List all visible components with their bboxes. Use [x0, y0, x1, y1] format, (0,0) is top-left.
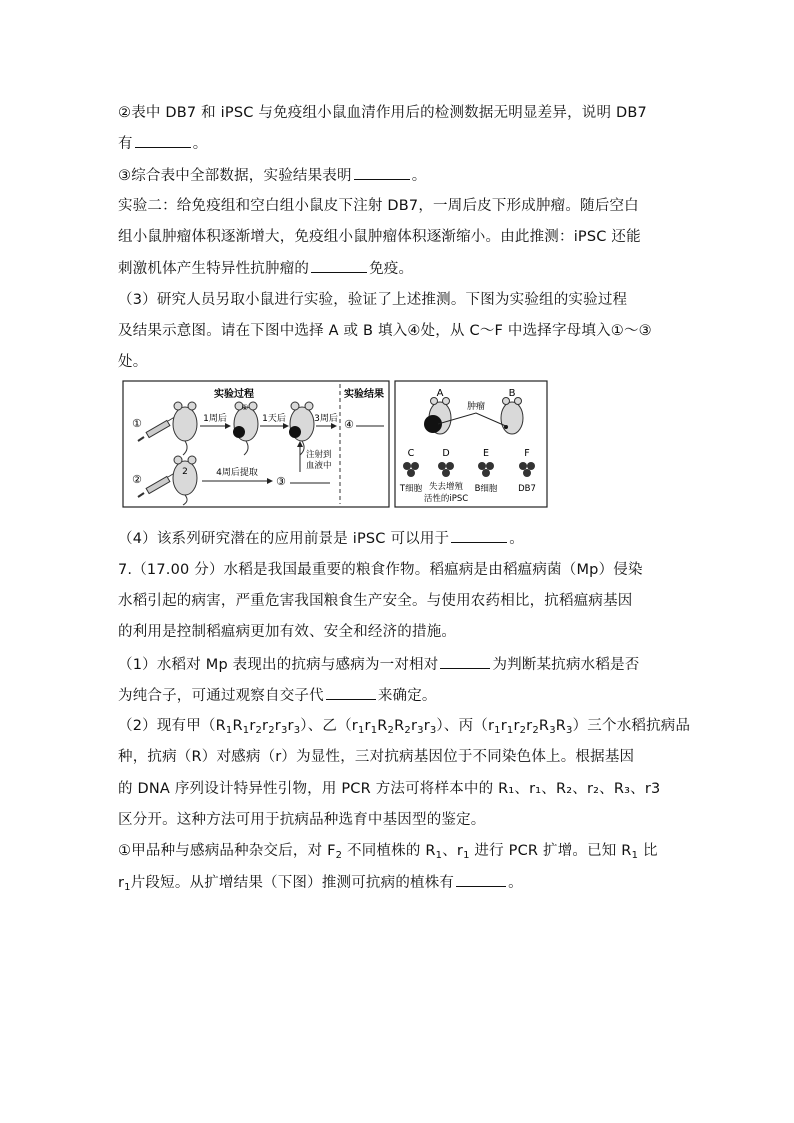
week4-label: 4周后提取	[216, 468, 258, 478]
mouse-icon-B	[501, 398, 523, 435]
option-C-label: T细胞	[399, 484, 423, 494]
process-title: 实验过程	[214, 389, 254, 400]
answer-blank[interactable]	[354, 165, 410, 180]
answer-blank[interactable]	[135, 133, 191, 148]
q6-item2-line2: 有 。	[118, 133, 207, 154]
option-E-label: B细胞	[474, 484, 498, 494]
option-F-label: DB7	[518, 484, 536, 494]
option-D-label-1: 失去增殖	[428, 482, 464, 492]
q6-item2-line1: ②表中 DB7 和 iPSC 与免疫组小鼠血清作用后的检测数据无明显差异，说明 DB7	[118, 105, 647, 121]
inject-label-1: 注射到	[306, 450, 332, 460]
option-C-letter: C	[407, 448, 415, 459]
answer-blank[interactable]	[440, 654, 490, 669]
option-F-letter: F	[524, 448, 530, 459]
mouse-row1-number: ①	[241, 403, 249, 412]
experiment2-line2: 组小鼠肿瘤体积逐渐增大，免疫组小鼠肿瘤体积逐渐缩小。由此推测：iPSC 还能	[118, 229, 641, 245]
q7-intro-line2: 水稻引起的病害，严重危害我国粮食生产安全。与使用农药相比，抗稻瘟病基因	[118, 593, 633, 609]
q6-part3-line2: 及结果示意图。请在下图中选择 A 或 B 填入④处，从 C～F 中选择字母填入①～③	[118, 323, 652, 339]
q7-part2-line2: 种，抗病（R）对感病（r）为显性，三对抗病基因位于不同染色体上。根据基因	[118, 749, 635, 765]
option-D-label-2: 活性的iPSC	[423, 494, 469, 504]
week1-label: 1周后	[203, 414, 227, 424]
q6-part4: （4）该系列研究潜在的应用前景是 iPSC 可以用于 。	[118, 528, 524, 549]
q7-part2-line4: 区分开。这种方法可用于抗病品种选育中基因型的鉴定。	[118, 812, 486, 828]
answer-blank[interactable]	[311, 258, 367, 273]
inject-label-2: 血液中	[306, 461, 332, 471]
q6-part3-line3: 处。	[118, 354, 148, 370]
q7-part2-line1: （2）现有甲$(R_1R_1r_2r_2r_3r_3)$、乙$(r_1r_1R_2R_2r_3r_3)$、丙$(r_1r_1r_2r_2R_3R_3)$三个水稻抗病品	[118, 718, 691, 736]
answer-blank[interactable]	[326, 685, 376, 700]
option-D-letter: D	[442, 448, 450, 459]
option-B-letter: B	[508, 388, 516, 399]
q6-part3-line1: （3）研究人员另取小鼠进行实验，验证了上述推测。下图为实验组的实验过程	[118, 292, 628, 308]
experiment-figure	[122, 380, 548, 508]
experiment2-line3: 刺激机体产生特异性抗肿瘤的 免疫。	[118, 258, 413, 279]
q7-part2-line3: 的 DNA 序列设计特异性引物，用 PCR 方法可将样本中的 R₁、r₁、R₂、r₂、R₃、r3	[118, 781, 661, 797]
tumor-label: 肿瘤	[466, 402, 486, 412]
option-E-letter: E	[482, 448, 490, 459]
mouse-2-number: 2	[182, 467, 188, 477]
q7-part1-line1: （1）水稻对 Mp 表现出的抗病与感病为一对相对 为判断某抗病水稻是否	[118, 654, 639, 675]
week3-label: 3周后	[314, 414, 338, 424]
circle-4-label: ④	[344, 418, 354, 431]
q7-sub1-line1: ①甲品种与感病品种杂交后，对 $F_2$ 不同植株的 $R_1$、$r_1$ 进行 PCR 扩增。已知 $R_1$ 比	[118, 843, 658, 861]
q6-item3: ③综合表中全部数据，实验结果表明 。	[118, 165, 426, 186]
answer-blank[interactable]	[451, 528, 507, 543]
circle-2-label: ②	[132, 473, 142, 486]
q7-sub1-line2: $r_1$片段短。从扩增结果（下图）推测可抗病的植株有 。	[118, 872, 523, 893]
result-title: 实验结果	[344, 389, 384, 400]
answer-blank[interactable]	[456, 872, 506, 887]
q7-intro-line3: 的利用是控制稻瘟病更加有效、安全和经济的措施。	[118, 624, 457, 640]
option-A-letter: A	[436, 388, 444, 399]
circle-1-label: ①	[132, 417, 142, 430]
q7-part1-line2: 为纯合子，可通过观察自交子代 来确定。	[118, 685, 437, 706]
day1-label: 1天后	[262, 414, 286, 424]
circle-3-label: ③	[276, 475, 286, 488]
experiment2-line1: 实验二：给免疫组和空白组小鼠皮下注射 DB7，一周后皮下形成肿瘤。随后空白	[118, 198, 639, 214]
q7-intro-line1: 7.（17.00 分）水稻是我国最重要的粮食作物。稻瘟病是由稻瘟病菌（Mp）侵染	[118, 562, 643, 578]
